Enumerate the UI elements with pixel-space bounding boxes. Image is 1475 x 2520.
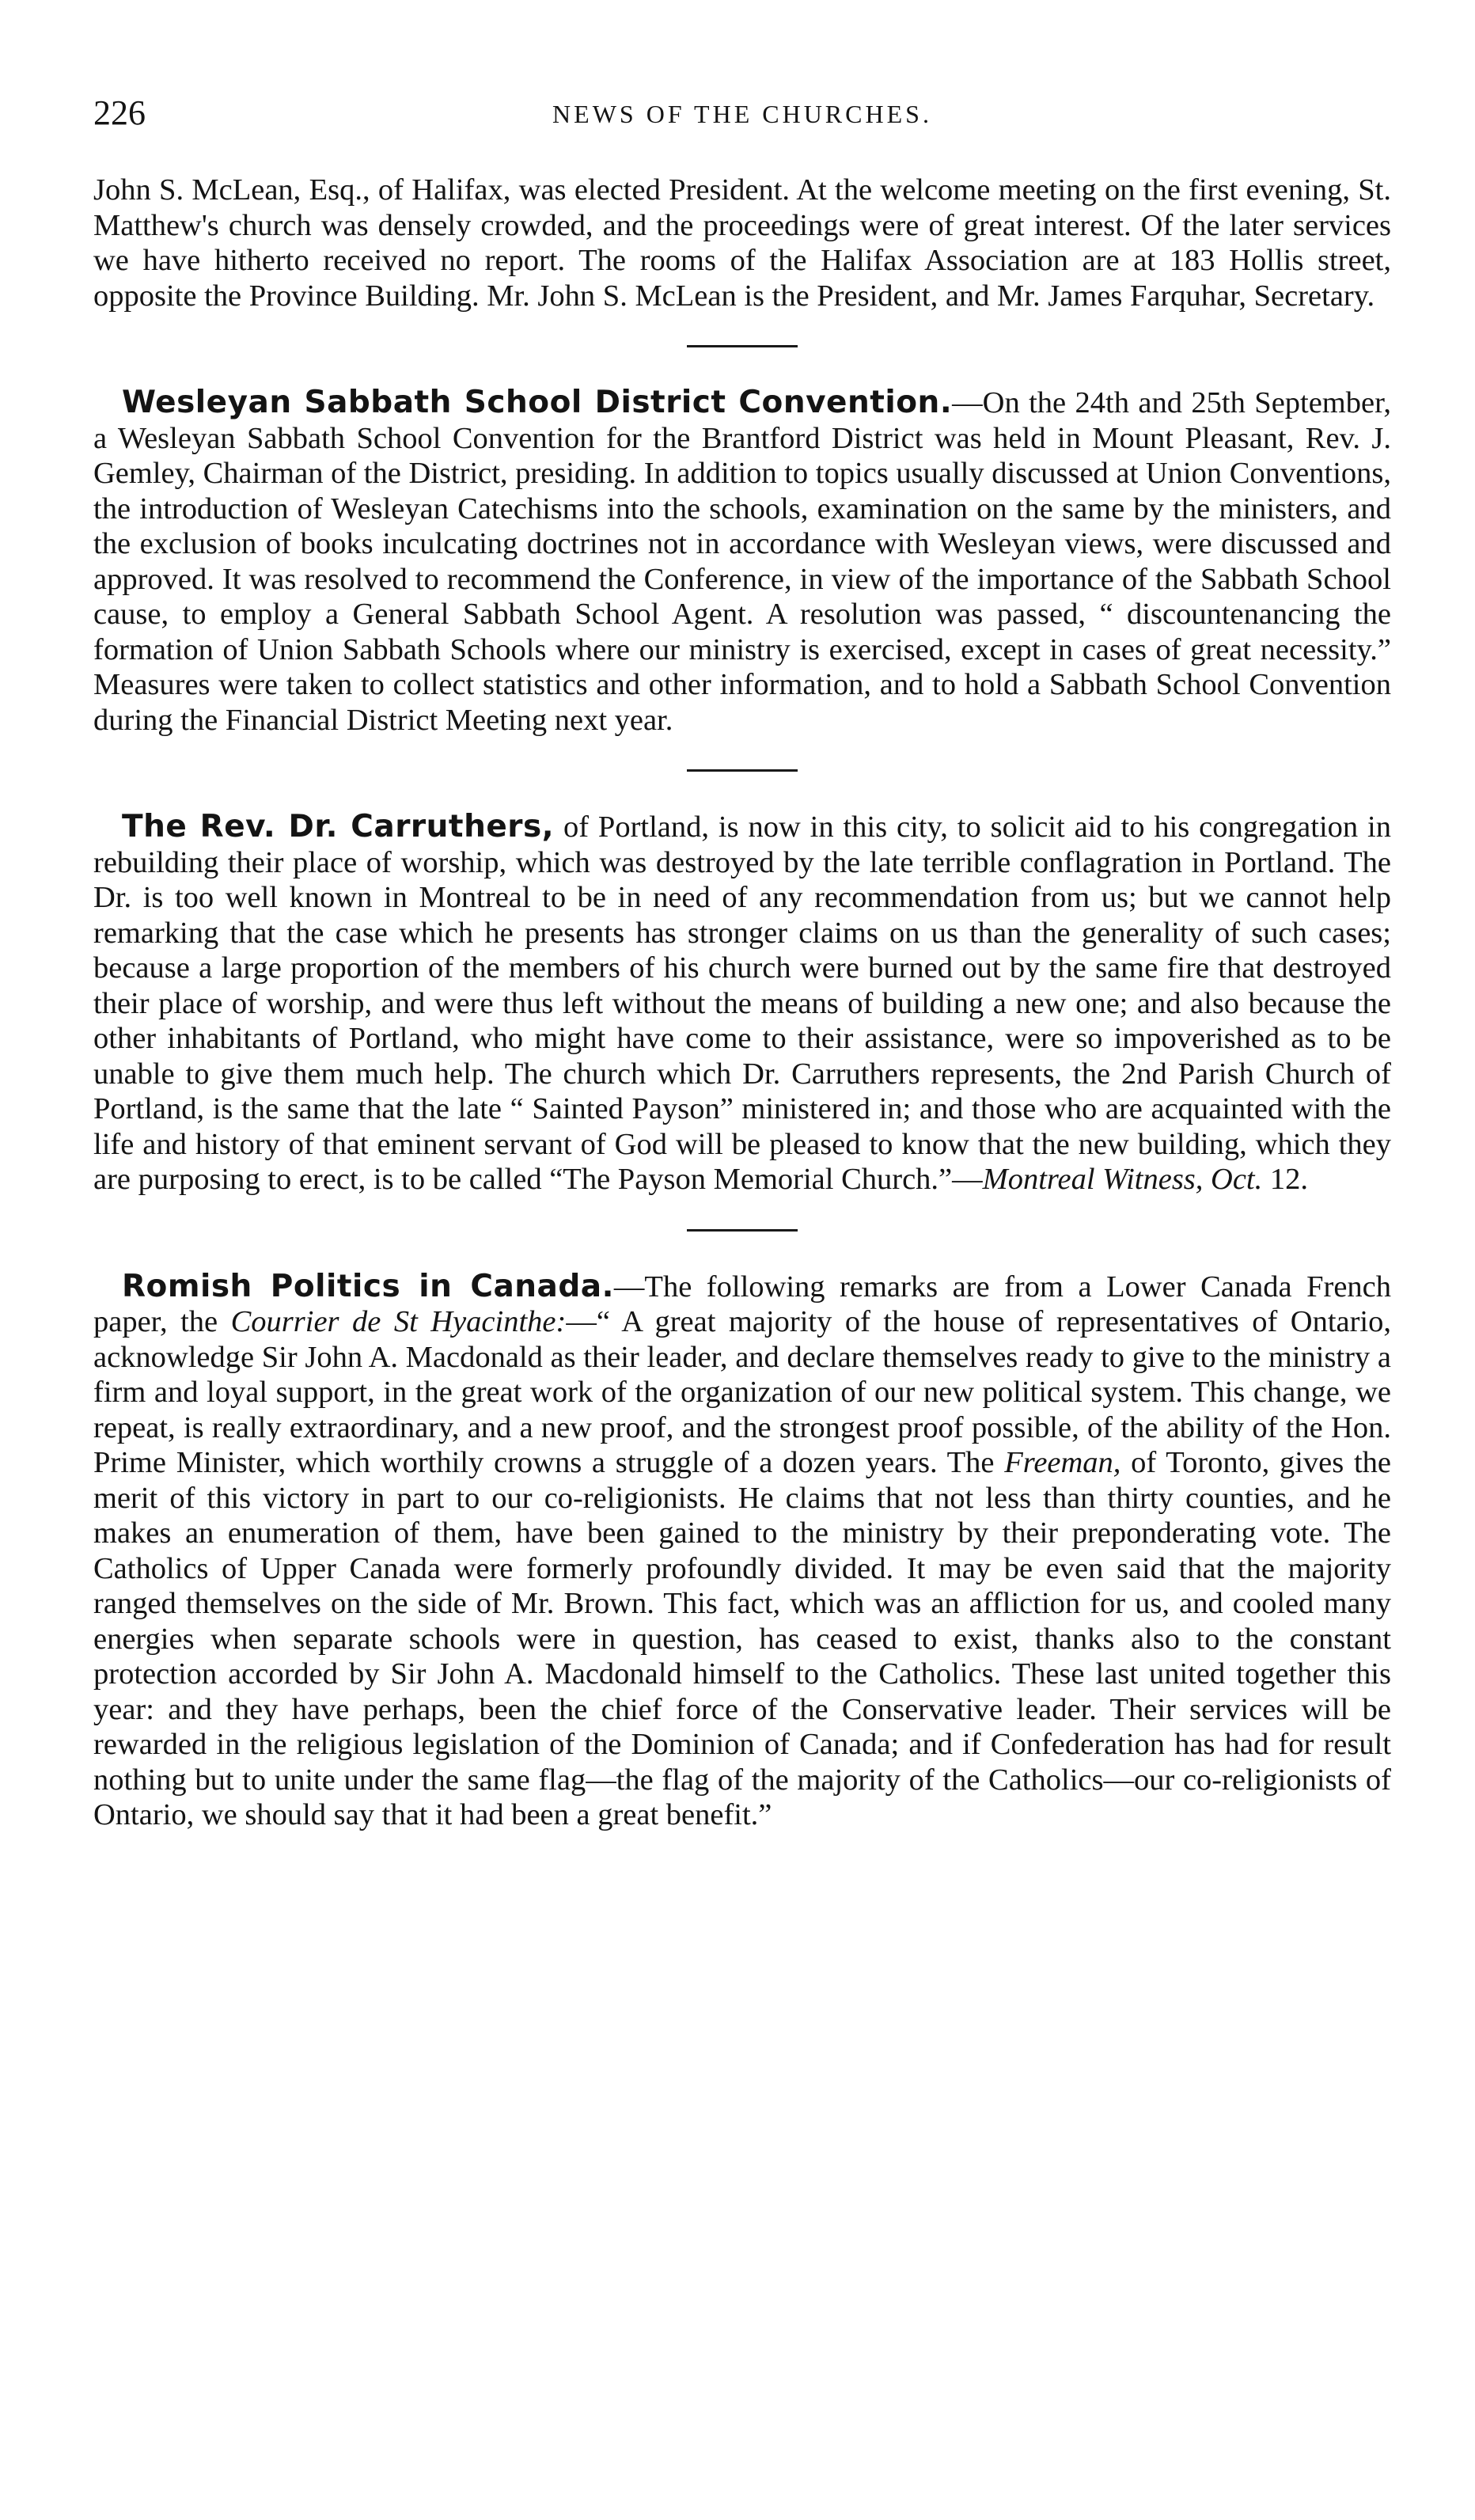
paragraph-text: —“ A great majority of the house of representatives of Ontario, acknowledge Sir John A. Macdonald as their leader, and declare themselves ready to give to the ministry a firm and loyal support, in the great work of the organization of our new political system. This change, we repeat, is really extraordinary, and a new proof, and the strongest proof possible, of the ability of the Hon. Prime Minister, which worthily crowns a struggle of a dozen years. The [93,1305,1391,1479]
section-heading: Romish Politics in Canada. [122,1268,614,1304]
section-divider [687,769,798,772]
section-divider [687,1229,798,1232]
paragraph-text: —On the 24th and 25th September, a Wesleyan Sabbath School Convention for the Brantford District was held in Mount Pleasant, Rev. J. Gemley, Chairman of the District, presiding. In addition to topics usually discussed at Union Conventions, the introduction of Wesleyan Catechisms into the schools, examination on the same by the ministers, and the exclusion of books inculcating doctrines not in accordance with Wesleyan views, were discussed and approved. It was resolved to recommend the Conference, in view of the importance of the Sabbath School cause, to employ a General Sabbath School Agent. A resolution was passed, “ discountenancing the formation of Union Sabbath Schools where our ministry is exercised, except in cases of great necessity.” Measures were taken to collect statistics and other information, and to hold a Sabbath School Convention during the Financial District Meeting next year. [93,386,1391,737]
citation-date: 12. [1262,1163,1308,1196]
running-head [93,93,1391,141]
paragraph-text: —The following remarks are from a Lower Canada French paper, the [93,1269,1391,1338]
section-heading: The Rev. Dr. Carruthers, [122,809,555,844]
paragraph-text: of Toronto, gives the merit of this victory in part to our co-religionists. He claims that not less than thirty counties, and he makes an enumeration of them, have been gained to the ministry by their preponderating vote. The Catholics of Upper Canada were formerly profoundly divided. It may be even said that the majority ranged themselves on the side of Mr. Brown. This fact, which was an affliction for us, and cooled many energies when separate schools were in question, has ceased to exist, thanks also to the constant protection accorded by Sir John A. Macdonald himself to the Catholics. These last united together this year: and they have perhaps, been the chief force of the Conservative leader. Their services will be rewarded in the religious legislation of the Dominion of Canada; and if Confederation has had for result nothing but to unite under the same flag—the flag of the majority of the Catholics—our co-religionists of Ontario, we should say that it had been a great benefit.” [93,1446,1392,1831]
paragraph [93,385,1391,738]
page-number: 226 [93,93,146,132]
source-citation: Montreal Witness, Oct. [982,1163,1263,1196]
running-title: NEWS OF THE CHURCHES. [552,100,932,128]
paragraph-text: John S. McLean, Esq., of Halifax, was elected President. At the welcome meeting on the first evening, St. Matthew's church was densely crowded, and the proceedings were of great interest. Of the later services we have hitherto received no report. The rooms of the Halifax Association are at 183 Hollis street, opposite the Province Building. Mr. John S. McLean is the President, and Mr. James Farquhar, Secretary. [93,173,1391,313]
section-romish-politics [93,1269,1391,1833]
newspaper-title: Freeman, [1004,1446,1121,1479]
section-halifax-continuation [93,173,1391,313]
paragraph [93,810,1391,1197]
paragraph [93,173,1391,313]
newspaper-title: Courrier de St Hyacinthe: [230,1305,567,1338]
paragraph [93,1269,1391,1833]
section-wesleyan-convention [93,385,1391,738]
section-heading: Wesleyan Sabbath School District Convention. [122,385,953,420]
section-carruthers [93,810,1391,1197]
section-divider [687,345,798,347]
paragraph-text: of Portland, is now in this city, to solicit aid to his congregation in rebuilding their place of worship, which was destroyed by the late terrible conflagration in Portland. The Dr. is too well known in Montreal to be in need of any recommendation from us; but we cannot help remarking that the case which he presents has stronger claims on us than the generality of such cases; because a large proportion of the members of his church were burned out by the same fire that destroyed their place of worship, and were thus left without the means of building a new one; and also because the other inhabitants of Portland, who might have come to their assistance, were so impoverished as to be unable to give them much help. The church which Dr. Carruthers represents, the 2nd Parish Church of Portland, is the same that the late “ Sainted Payson” ministered in; and those who are acquainted with the life and history of that eminent servant of God will be pleased to know that the new building, which they are purposing to erect, is to be called “The Payson Memorial Church.”— [93,810,1391,1196]
page [93,93,1391,1833]
